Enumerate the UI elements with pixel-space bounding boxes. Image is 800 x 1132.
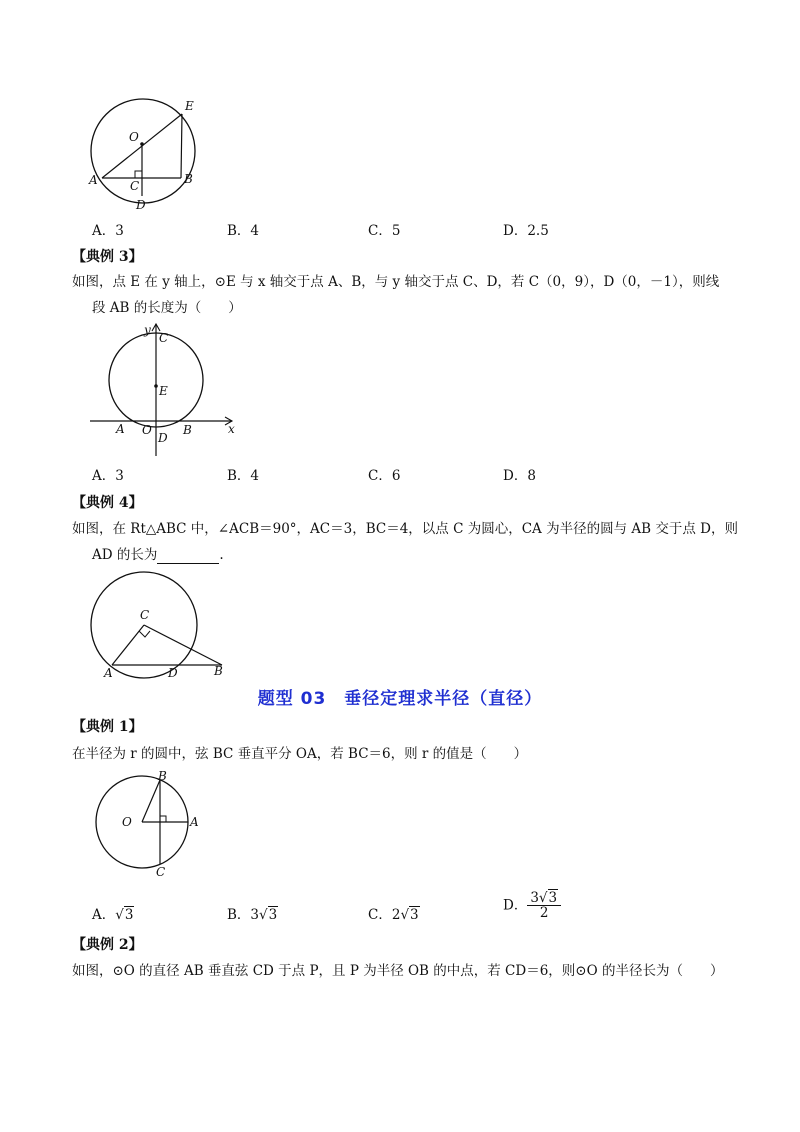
label-c: C: [140, 608, 150, 622]
q2-option-d: D．2.5: [503, 223, 549, 239]
fraction-numerator: [527, 891, 561, 906]
s3-ex1-text: 在半径为 r 的圆中，弦 BC 垂直平分 OA，若 BC＝6，则 r 的值是（ ）: [72, 746, 528, 762]
ex3-option-a: A．3: [92, 468, 124, 484]
segment-ob: [142, 780, 160, 822]
right-angle-mark: [139, 631, 150, 637]
label-o: O: [122, 815, 132, 829]
option-b-radicand: 3: [268, 907, 278, 923]
segment-cb: [144, 625, 222, 665]
option-c-radicand: 3: [410, 907, 419, 923]
label-a: A: [89, 173, 98, 187]
num-radicand: 3: [548, 890, 558, 906]
ex4-text-line2-a: AD 的长为: [92, 547, 158, 563]
option-c-letter: C．: [368, 907, 392, 923]
radical-sign: √: [538, 890, 548, 906]
right-angle-mark: [160, 816, 166, 822]
label-b: B: [184, 172, 193, 186]
ex3-option-d: D．8: [503, 468, 536, 484]
section-title: 题型 03 垂径定理求半径（直径）: [257, 689, 543, 709]
right-angle-mark: [135, 171, 142, 178]
ex3-text-line1: 如图，点 E 在 y 轴上，⊙E 与 x 轴交于点 A、B，与 y 轴交于点 C、D，若 C（0，9），D（0，－1），则线: [72, 274, 720, 290]
figure-circle-oe: [80, 95, 210, 215]
label-c: C: [159, 331, 169, 345]
ex3-text-line2: 段 AB 的长度为（ ）: [92, 300, 242, 316]
label-b: B: [158, 769, 167, 783]
q2-option-a: A．3: [92, 223, 124, 239]
label-e: E: [185, 99, 194, 113]
num-coef: 3: [530, 890, 539, 906]
segment-eb: [181, 114, 182, 178]
label-d: D: [168, 666, 178, 680]
figure-chord-bc: [110, 770, 220, 880]
option-b-letter: B．: [227, 907, 251, 923]
s3-ex1-option-c: [368, 906, 420, 924]
label-d: D: [136, 198, 146, 212]
label-a: A: [116, 422, 125, 436]
option-c-coef: 2: [391, 907, 401, 923]
ex3-option-c: C．6: [368, 468, 401, 484]
label-e: E: [159, 384, 168, 398]
option-d-letter: D．: [503, 897, 528, 914]
label-a: A: [190, 815, 199, 829]
s3-ex1-option-b: [227, 906, 278, 924]
label-o: O: [129, 130, 139, 144]
ex3-option-b: B．4: [227, 468, 260, 484]
s3-ex2-text: 如图，⊙O 的直径 AB 垂直弦 CD 于点 P，且 P 为半径 OB 的中点，若 CD＝6，则⊙O 的半径长为（ ）: [72, 963, 724, 979]
label-c: C: [156, 865, 166, 879]
figure-coordinate-circle: [84, 318, 244, 458]
option-b-coef: 3: [250, 907, 260, 923]
label-y: y: [144, 323, 151, 337]
s3-ex1-option-a: [92, 906, 134, 924]
s3-ex1-option-d: [503, 891, 561, 920]
fraction: [527, 891, 561, 920]
label-b: B: [183, 423, 192, 437]
radical-sign: √: [115, 907, 124, 923]
label-a: A: [104, 666, 113, 680]
label-x: x: [228, 422, 235, 436]
ex4-label: 【典例 4】: [72, 495, 143, 511]
answer-blank[interactable]: [157, 549, 219, 564]
option-a-letter: A．: [92, 907, 116, 923]
ex4-text-line1: 如图，在 Rt△ABC 中，∠ACB＝90°，AC＝3，BC＝4，以点 C 为圆心，CA 为半径的圆与 AB 交于点 D，则: [72, 521, 738, 537]
label-o: O: [142, 423, 152, 437]
s3-ex1-label: 【典例 1】: [72, 719, 143, 735]
ex3-label: 【典例 3】: [72, 249, 143, 265]
figure-right-triangle-circle: [88, 577, 238, 682]
point-e: [154, 384, 158, 388]
radical-sign: √: [400, 907, 410, 923]
label-c: C: [130, 179, 140, 193]
option-a-radicand: 3: [124, 907, 134, 923]
label-b: B: [214, 664, 223, 678]
radical-sign: √: [259, 907, 268, 923]
s3-ex2-label: 【典例 2】: [72, 937, 143, 953]
q2-option-c: C．5: [368, 223, 401, 239]
point-o: [140, 142, 144, 146]
ex4-text-line2: [92, 546, 224, 564]
q2-option-b: B．4: [227, 223, 260, 239]
ex4-text-line2-b: .: [219, 547, 224, 563]
circle: [91, 99, 195, 203]
label-d: D: [158, 431, 168, 445]
fraction-denominator: 2: [539, 905, 549, 921]
